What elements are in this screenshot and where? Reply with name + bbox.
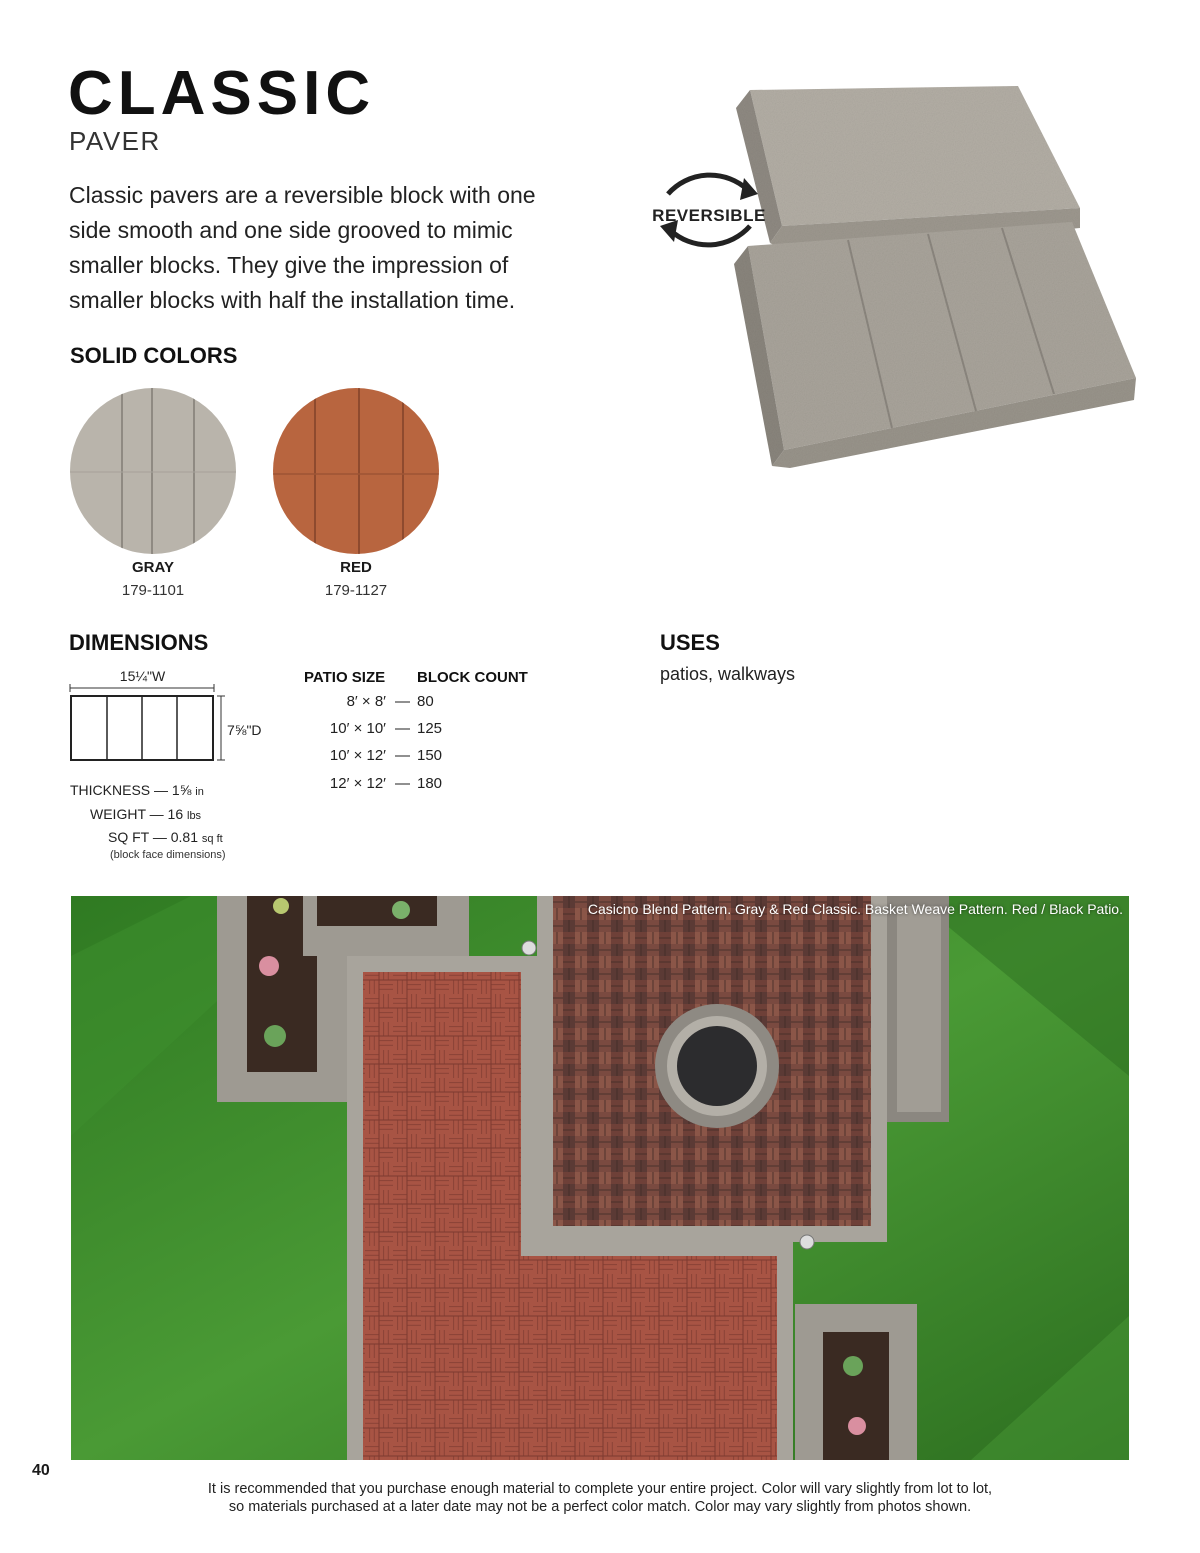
spec-unit: lbs <box>187 810 202 822</box>
patio-size-cell: 8′ × 8′ <box>346 693 386 710</box>
table-separator: — <box>395 775 410 792</box>
patio-size-header: PATIO SIZE <box>304 669 386 686</box>
patio-size-cell: 12′ × 12′ <box>329 775 386 792</box>
page-title: CLASSIC <box>68 59 376 128</box>
disclaimer <box>150 1480 1050 1516</box>
grooved-paver <box>734 222 1136 468</box>
patio-aerial-illustration <box>71 896 1129 1460</box>
table-separator: — <box>395 693 410 710</box>
block-count-cell: 125 <box>417 720 443 737</box>
page-number: 40 <box>32 1462 50 1479</box>
sqft-spec <box>108 829 223 845</box>
solid-colors-heading: SOLID COLORS <box>70 343 238 368</box>
spec-label: WEIGHT — <box>90 806 164 822</box>
disclaimer-line-2: so materials purchased at a later date may not be a perfect color match. Color may vary slightly from photos shown. <box>228 1499 972 1515</box>
gray-swatch-name: GRAY <box>132 559 174 576</box>
block-count-cell: 180 <box>417 775 443 792</box>
page-subtitle: PAVER <box>69 126 161 156</box>
block-count-header: BLOCK COUNT <box>417 669 528 686</box>
spec-unit: in <box>195 786 204 798</box>
thickness-spec <box>70 782 204 798</box>
block-diagram <box>66 682 226 764</box>
spec-value: 16 <box>167 806 184 822</box>
spec-label: THICKNESS — <box>70 782 169 798</box>
spec-value: 0.81 <box>170 829 198 845</box>
block-count-cell: 80 <box>417 693 434 710</box>
spec-value: 1⅝ <box>171 782 192 798</box>
product-image <box>640 78 1140 468</box>
product-description: Classic pavers are a reversible block with one side smooth and one side grooved to mimic smaller blocks. They give the impression of smaller blocks with half the installation time. <box>69 182 536 313</box>
patio-photo <box>71 896 1129 1460</box>
paver-illustration <box>640 78 1140 468</box>
block-count-cell: 150 <box>417 747 443 764</box>
uses-heading: USES <box>660 630 720 655</box>
patio-light <box>800 1235 814 1249</box>
uses-text: patios, walkways <box>660 664 796 684</box>
gray-swatch-code: 179-1101 <box>121 582 185 599</box>
photo-caption: Casicno Blend Pattern. Gray & Red Classic. Basket Weave Pattern. Red / Black Patio. <box>587 901 1123 917</box>
gray-swatch-texture <box>70 388 236 554</box>
red-swatch-name: RED <box>340 559 372 576</box>
weight-spec <box>90 806 201 822</box>
red-swatch-code: 179-1127 <box>324 582 388 599</box>
block-depth-label: 7⅝"D <box>227 722 262 738</box>
block-width-label: 15¼"W <box>119 668 166 684</box>
red-swatch-texture <box>273 388 439 554</box>
reversible-badge-text: REVERSIBLE <box>652 206 766 225</box>
patio-light <box>522 941 536 955</box>
table-separator: — <box>395 720 410 737</box>
disclaimer-line-1: It is recommended that you purchase enough material to complete your entire project. Color will vary slightly from lot to lot, <box>207 1481 993 1497</box>
dimensions-heading: DIMENSIONS <box>69 630 209 655</box>
table-separator: — <box>395 747 410 764</box>
patio-size-cell: 10′ × 10′ <box>329 720 386 737</box>
spec-unit: sq ft <box>201 833 223 845</box>
spec-label: SQ FT — <box>108 829 167 845</box>
patio-size-cell: 10′ × 12′ <box>329 747 386 764</box>
red-swatch <box>273 388 439 554</box>
gray-swatch <box>70 388 236 554</box>
block-face-note: (block face dimensions) <box>110 849 226 861</box>
